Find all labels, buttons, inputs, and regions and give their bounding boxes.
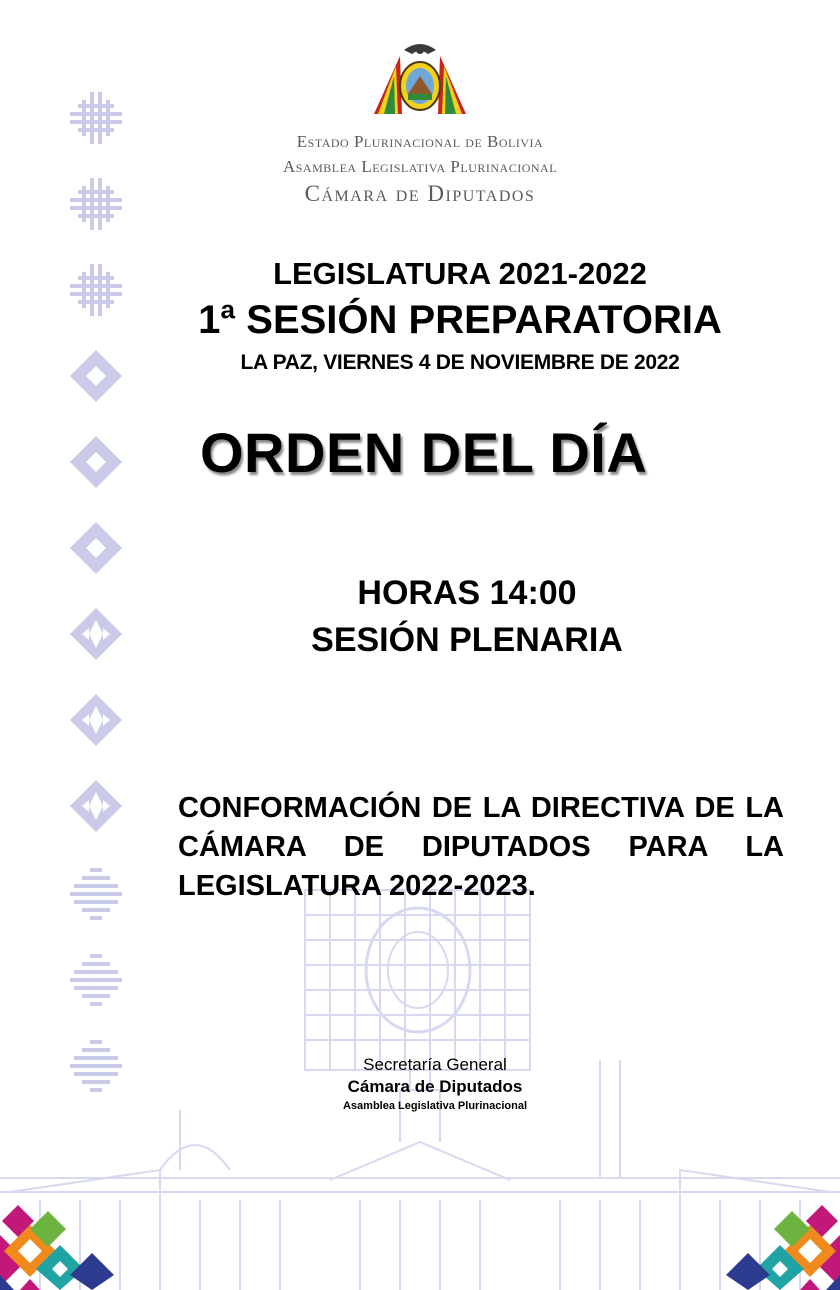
- agenda-item: CONFORMACIÓN DE LA DIRECTIVA DE LA CÁMARA DE DIPUTADOS PARA LA LEGISLATURA 2022-2023.: [178, 792, 784, 902]
- andean-diamond-icon: [66, 518, 126, 578]
- andean-lattice-diamond-icon: [66, 776, 126, 836]
- document-title: ORDEN DEL DÍA: [200, 421, 648, 484]
- legislature-heading: LEGISLATURA 2021-2022: [273, 256, 647, 291]
- session-title: 1ª SESIÓN PREPARATORIA: [198, 298, 722, 342]
- andean-lattice-diamond-icon: [66, 690, 126, 750]
- place-date: LA PAZ, VIERNES 4 DE NOVIEMBRE DE 2022: [240, 351, 680, 374]
- andean-corner-pattern-right: [710, 1205, 840, 1290]
- institution-line-assembly: Asamblea Legislativa Plurinacional: [282, 157, 558, 176]
- signature-assembly: Asamblea Legislativa Plurinacional: [342, 1100, 527, 1112]
- andean-corner-pattern-left: [0, 1205, 130, 1290]
- signature-chamber: Cámara de Diputados: [347, 1077, 523, 1096]
- andean-diamond-icon: [66, 432, 126, 492]
- session-time: HORAS 14:00: [357, 574, 577, 612]
- bolivia-coat-of-arms-icon: [370, 36, 470, 120]
- signature-office: Secretaría General: [363, 1055, 507, 1074]
- institution-line-chamber: Cámara de Diputados: [304, 181, 536, 206]
- session-type: SESIÓN PLENARIA: [311, 621, 623, 659]
- institution-line-state: Estado Plurinacional de Bolivia: [296, 132, 544, 151]
